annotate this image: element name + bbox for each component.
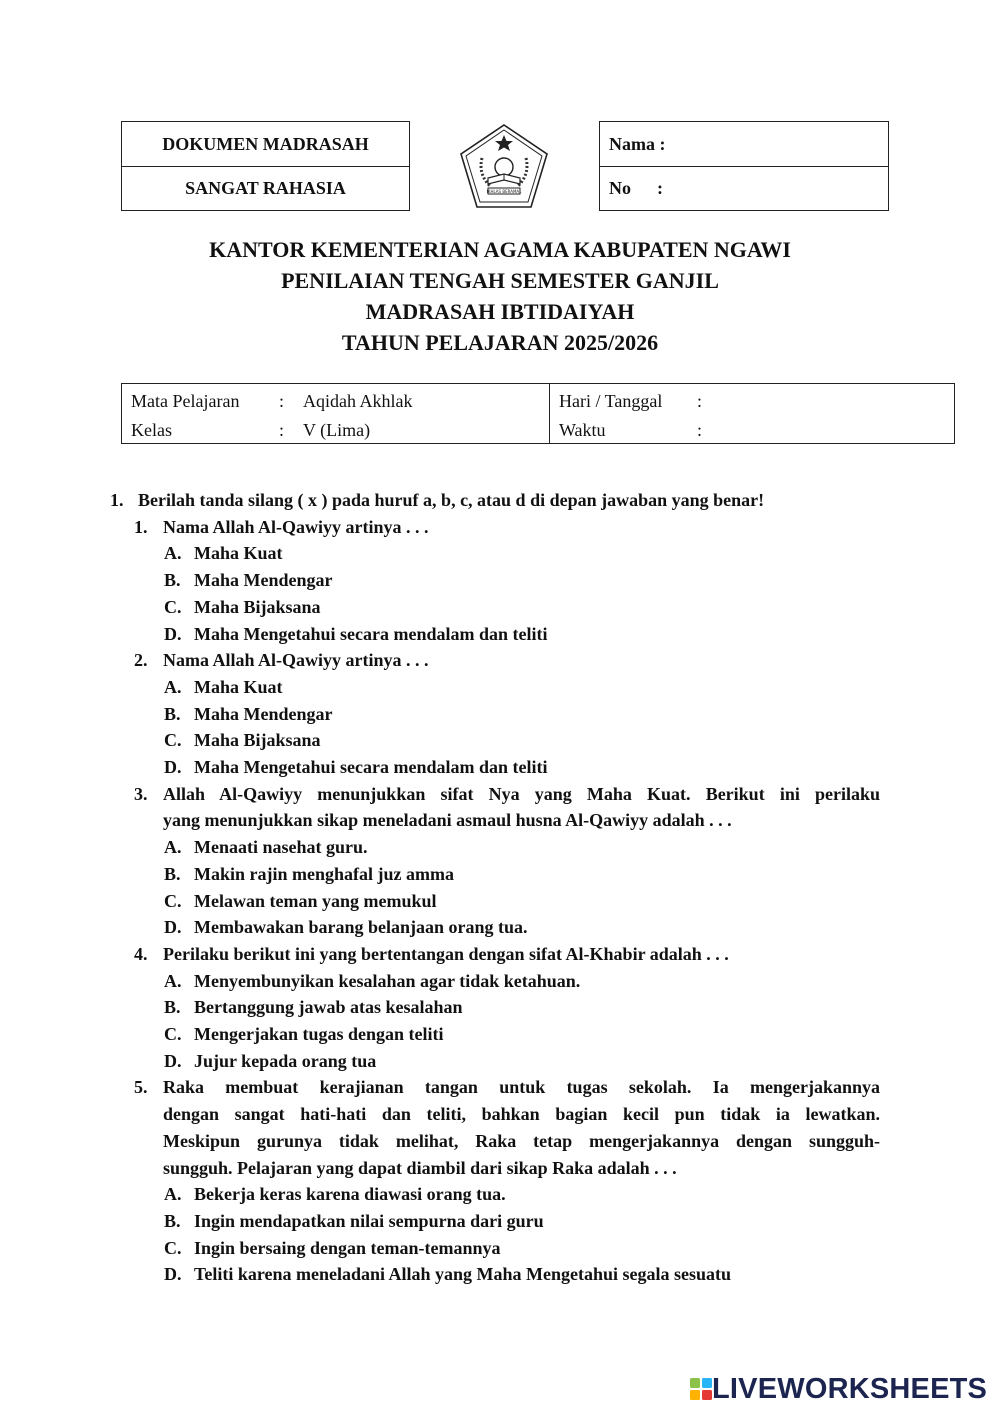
option-letter: D. (164, 623, 182, 644)
answer-option-b[interactable] (110, 1208, 880, 1235)
option-text: Maha Kuat (194, 676, 283, 697)
question-text (163, 514, 880, 541)
option-text: Bertanggung jawab atas kesalahan (194, 997, 463, 1018)
date-separator: : (697, 391, 703, 411)
answer-option-c[interactable] (110, 727, 880, 754)
option-letter: A. (164, 676, 182, 697)
answer-option-b[interactable] (110, 861, 880, 888)
info-left-column (122, 384, 550, 443)
answer-option-c[interactable] (110, 594, 880, 621)
question-number: 2. (134, 650, 148, 671)
question-number: 3. (134, 783, 148, 804)
option-text: Maha Bijaksana (194, 730, 321, 751)
option-text: Makin rajin menghafal juz amma (194, 863, 454, 884)
question-stem (110, 514, 880, 541)
option-letter: B. (164, 570, 181, 591)
number-field-row[interactable] (600, 166, 888, 210)
time-separator: : (697, 420, 703, 440)
question-text-line: Allah Al-Qawiyy menunjukkan sifat Nya yang Maha Kuat. Berikut ini perilaku (163, 783, 880, 804)
title-academic-year: TAHUN PELAJARAN 2025/2026 (341, 330, 659, 355)
answer-option-d[interactable] (110, 1261, 880, 1288)
option-letter: B. (164, 1210, 181, 1231)
option-letter: B. (164, 703, 181, 724)
secrecy-label: SANGAT RAHASIA (122, 166, 409, 210)
question-number: 5. (134, 1077, 148, 1098)
document-type-label: DOKUMEN MADRASAH (162, 133, 369, 154)
question-text-line: dengan sangat hati-hati dan teliti, bahkan bagian kecil pun tidak ia lewatkan. (163, 1104, 880, 1125)
exam-title (0, 234, 1000, 358)
option-text: Maha Mendengar (194, 703, 333, 724)
question-item (110, 514, 880, 648)
date-label: Hari / Tanggal (559, 391, 663, 411)
option-text: Maha Mendengar (194, 570, 333, 591)
option-text: Maha Mengetahui secara mendalam dan teliti (194, 623, 548, 644)
question-text (163, 781, 880, 834)
answer-option-b[interactable] (110, 994, 880, 1021)
answer-option-a[interactable] (110, 674, 880, 701)
option-text: Teliti karena meneladani Allah yang Maha Mengetahui segala sesuatu (194, 1264, 732, 1285)
option-letter: C. (164, 1237, 182, 1258)
answer-option-a[interactable] (110, 540, 880, 567)
class-separator: : (279, 420, 285, 440)
option-text: Ingin mendapatkan nilai sempurna dari guru (194, 1210, 544, 1231)
number-field-colon: : (657, 178, 663, 198)
answer-option-a[interactable] (110, 834, 880, 861)
name-field-label[interactable]: Nama : (609, 133, 666, 154)
question-text-line: yang menunjukkan sikap meneladani asmaul husna Al-Qawiyy adalah . . . (163, 810, 732, 831)
class-row (131, 416, 549, 445)
instruction-text: Berilah tanda silang ( x ) pada huruf a, b, c, atau d di depan jawaban yang benar! (138, 490, 765, 510)
answer-option-c[interactable] (110, 1235, 880, 1262)
answer-option-d[interactable] (110, 1048, 880, 1075)
answer-option-a[interactable] (110, 1181, 880, 1208)
question-list (110, 514, 880, 1288)
question-item (110, 781, 880, 941)
question-text-line: Meskipun gurunya tidak melihat, Raka tetap mengerjakannya dengan sungguh- (163, 1130, 880, 1151)
option-letter: C. (164, 596, 182, 617)
option-letter: A. (164, 970, 182, 991)
answer-option-b[interactable] (110, 567, 880, 594)
question-item (110, 941, 880, 1075)
emblem-motto: IKHLAS BERAMAL (486, 189, 522, 194)
option-text: Maha Mengetahui secara mendalam dan teliti (194, 757, 548, 778)
option-text: Membawakan barang belanjaan orang tua. (194, 917, 528, 938)
ministry-emblem-icon (458, 122, 550, 210)
option-letter: D. (164, 917, 182, 938)
option-text: Maha Kuat (194, 543, 283, 564)
option-letter: A. (164, 837, 182, 858)
question-text (163, 1074, 880, 1181)
option-text: Mengerjakan tugas dengan teliti (194, 1024, 444, 1045)
subject-separator: : (279, 391, 285, 411)
question-text (163, 941, 880, 968)
liveworksheets-brand[interactable] (690, 1374, 987, 1404)
subject-value: Aqidah Akhlak (303, 391, 413, 411)
answer-option-c[interactable] (110, 1021, 880, 1048)
class-label: Kelas (131, 420, 172, 440)
section-instruction (110, 487, 880, 514)
question-section (110, 487, 880, 1288)
brand-name: LIVEWORKSHEETS (712, 1373, 988, 1405)
option-letter: A. (164, 1184, 182, 1205)
option-letter: A. (164, 543, 182, 564)
question-stem (110, 781, 880, 834)
question-number: 4. (134, 943, 148, 964)
number-field-label: No (609, 178, 631, 198)
title-exam: PENILAIAN TENGAH SEMESTER GANJIL (281, 268, 719, 293)
question-item (110, 1074, 880, 1288)
option-letter: B. (164, 863, 181, 884)
student-identity-box (599, 121, 889, 211)
liveworksheets-logo-icon (690, 1378, 712, 1400)
question-stem (110, 647, 880, 674)
question-item (110, 647, 880, 781)
option-letter: C. (164, 890, 182, 911)
subject-row (131, 387, 549, 416)
option-text: Menaati nasehat guru. (194, 837, 368, 858)
title-office: KANTOR KEMENTERIAN AGAMA KABUPATEN NGAWI (209, 237, 791, 262)
time-row[interactable] (559, 416, 954, 445)
info-right-column (550, 384, 954, 443)
question-text-line: Perilaku berikut ini yang bertentangan dengan sifat Al-Khabir adalah . . . (163, 943, 729, 964)
option-letter: D. (164, 757, 182, 778)
title-school-level: MADRASAH IBTIDAIYAH (365, 299, 635, 324)
subject-label: Mata Pelajaran (131, 391, 240, 411)
answer-option-b[interactable] (110, 701, 880, 728)
time-label: Waktu (559, 420, 606, 440)
option-text: Maha Bijaksana (194, 596, 321, 617)
answer-option-d[interactable] (110, 914, 880, 941)
option-text: Ingin bersaing dengan teman-temannya (194, 1237, 501, 1258)
option-letter: B. (164, 997, 181, 1018)
option-letter: C. (164, 1024, 182, 1045)
question-stem (110, 1074, 880, 1181)
option-letter: D. (164, 1050, 182, 1071)
option-text: Bekerja keras karena diawasi orang tua. (194, 1184, 506, 1205)
option-letter: C. (164, 730, 182, 751)
question-text-line: Raka membuat kerajianan tangan untuk tugas sekolah. Ia mengerjakannya (163, 1077, 880, 1098)
question-number: 1. (134, 516, 148, 537)
answer-option-a[interactable] (110, 968, 880, 995)
section-number: 1. (110, 490, 124, 510)
date-row[interactable] (559, 387, 954, 416)
question-text (163, 647, 880, 674)
question-text-line: Nama Allah Al-Qawiyy artinya . . . (163, 516, 429, 537)
exam-info-table (121, 383, 955, 444)
classification-box (121, 121, 410, 211)
class-value: V (Lima) (303, 420, 371, 440)
answer-option-d[interactable] (110, 621, 880, 648)
option-text: Jujur kepada orang tua (194, 1050, 377, 1071)
answer-option-d[interactable] (110, 754, 880, 781)
option-letter: D. (164, 1264, 182, 1285)
option-text: Menyembunyikan kesalahan agar tidak ketahuan. (194, 970, 581, 991)
question-stem (110, 941, 880, 968)
answer-option-c[interactable] (110, 888, 880, 915)
option-text: Melawan teman yang memukul (194, 890, 437, 911)
question-text-line: Nama Allah Al-Qawiyy artinya . . . (163, 650, 429, 671)
question-text-line: sungguh. Pelajaran yang dapat diambil dari sikap Raka adalah . . . (163, 1157, 677, 1178)
